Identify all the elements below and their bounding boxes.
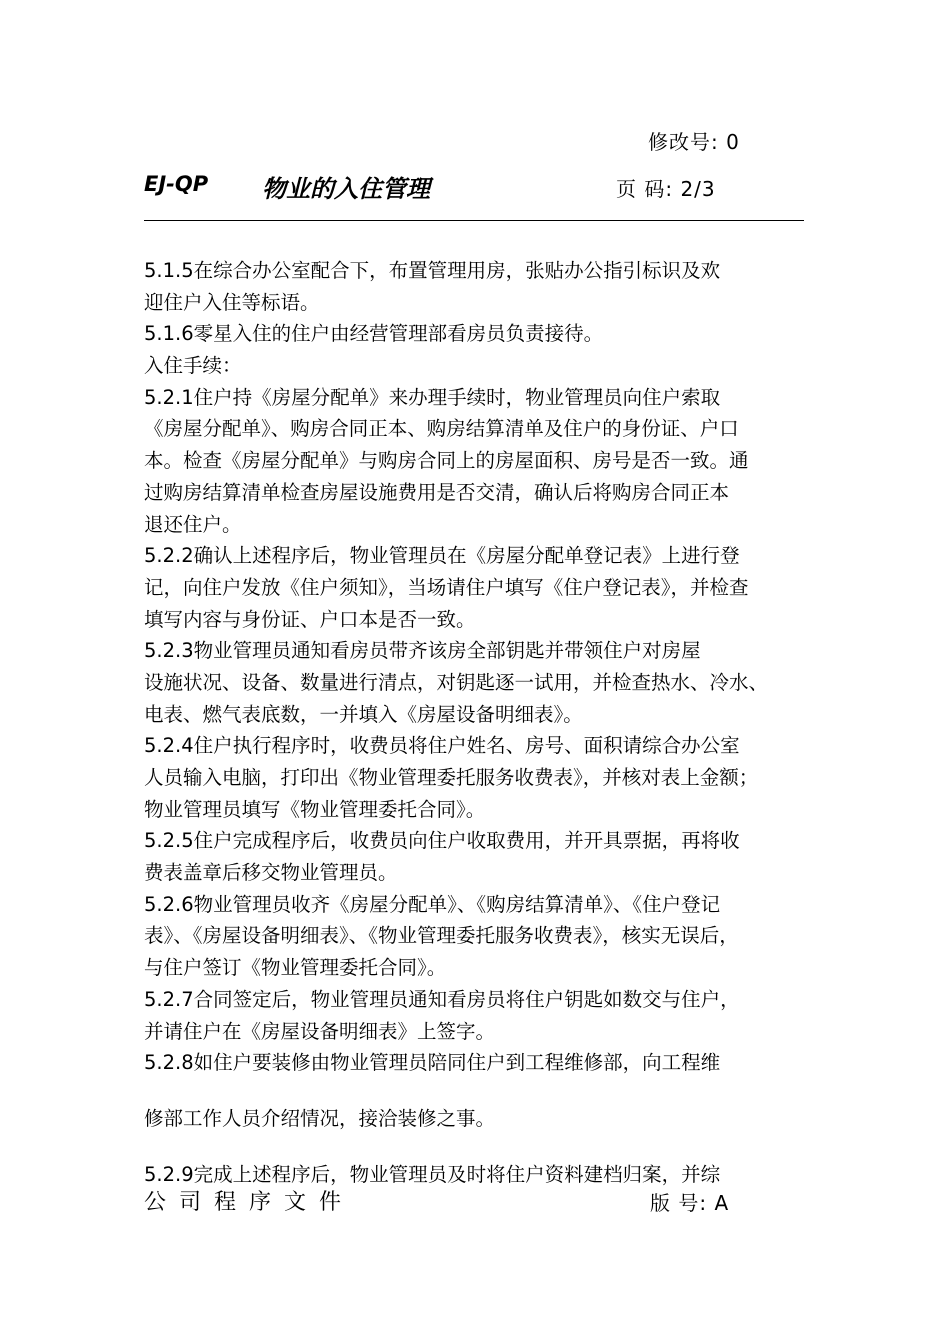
footer-version: 版 号: A — [650, 1191, 730, 1215]
body-line: 记，向住户发放《住户须知》，当场请住户填写《住户登记表》，并检查 — [144, 575, 749, 599]
body-line: 并请住户在《房屋设备明细表》上签字。 — [144, 1019, 496, 1043]
body-line: 费表盖章后移交物业管理员。 — [144, 861, 398, 885]
document-title: 物业的入住管理 — [262, 175, 430, 203]
page-number: 页 码: 2/3 — [616, 177, 716, 201]
body-line: 5.2.1住户持《房屋分配单》来办理手续时，物业管理员向住户索取 — [144, 385, 721, 409]
body-line: 5.2.8如住户要装修由物业管理员陪同住户到工程维修部，向工程维 — [144, 1051, 721, 1075]
body-line: 入住手续： — [144, 354, 242, 378]
document-code: EJ-QP — [144, 172, 209, 196]
body-line: 退还住户。 — [144, 512, 242, 536]
body-line: 5.2.6物业管理员收齐《房屋分配单》、《购房结算清单》、《住户登记 — [144, 892, 721, 916]
body-line: 填写内容与身份证、户口本是否一致。 — [144, 607, 476, 631]
body-line: 5.1.6零星入住的住户由经营管理部看房员负责接待。 — [144, 322, 604, 346]
body-line: 5.2.3物业管理员通知看房员带齐该房全部钥匙并带领住户对房屋 — [144, 639, 701, 663]
body-line: 人员输入电脑，打印出《物业管理委托服务收费表》，并核对表上金额； — [144, 766, 759, 789]
body-line: 修部工作人员介绍情况，接洽装修之事。 — [144, 1106, 496, 1130]
body-line: 5.2.7合同签定后，物业管理员通知看房员将住户钥匙如数交与住户， — [144, 987, 740, 1011]
body-line: 电表、燃气表底数，一并填入《房屋设备明细表》。 — [144, 702, 583, 726]
body-line: 5.2.4住户执行程序时，收费员将住户姓名、房号、面积请综合办公室 — [144, 734, 740, 758]
body-line: 表》、《房屋设备明细表》、《物业管理委托服务收费表》，核实无误后， — [144, 924, 739, 948]
body-line: 本。检查《房屋分配单》与购房合同上的房屋面积、房号是否一致。通 — [144, 449, 749, 473]
revision-number: 修改号: 0 — [648, 130, 740, 154]
body-line: 过购房结算清单检查房屋设施费用是否交清，确认后将购房合同正本 — [144, 480, 730, 504]
body-line: 设施状况、设备、数量进行清点，对钥匙逐一试用，并检查热水、冷水、 — [144, 670, 769, 694]
body-line: 5.2.9完成上述程序后，物业管理员及时将住户资料建档归案，并综 — [144, 1162, 721, 1186]
body-line: 5.2.5住户完成程序后，收费员向住户收取费用，并开具票据，再将收 — [144, 829, 740, 853]
body-line: 与住户签订《物业管理委托合同》。 — [144, 956, 447, 980]
body-line: 迎住户入住等标语。 — [144, 290, 320, 314]
body-line: 5.1.5在综合办公室配合下，布置管理用房，张贴办公指引标识及欢 — [144, 259, 721, 282]
footer-document-type: 公司程序文件 — [144, 1190, 355, 1215]
body-line: 《房屋分配单》、购房合同正本、购房结算清单及住户的身份证、户口 — [144, 417, 739, 441]
body-line: 5.2.2确认上述程序后，物业管理员在《房屋分配单登记表》上进行登 — [144, 544, 740, 568]
body-line: 物业管理员填写《物业管理委托合同》。 — [144, 797, 486, 821]
document-body — [144, 255, 816, 1190]
header-divider — [144, 220, 804, 221]
